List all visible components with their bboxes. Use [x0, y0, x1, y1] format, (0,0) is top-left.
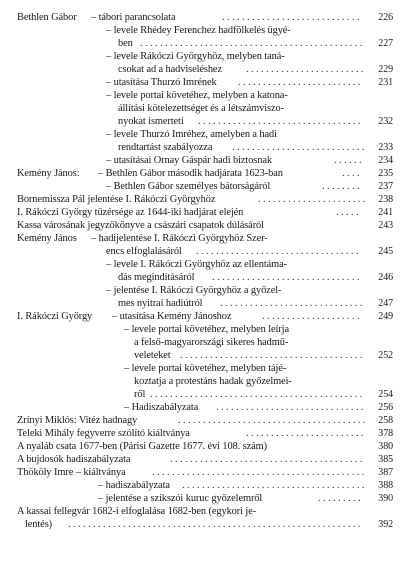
toc-entry: [0, 246, 401, 258]
author-name: Bethlen Gábor: [17, 12, 77, 23]
page-number: 235: [378, 168, 393, 179]
dot-leader: . . . .: [342, 168, 360, 179]
entry-title: – jelentése a szikszói kuruc győzelemről: [98, 493, 263, 504]
dot-leader: . . . . . . . . . . . . . . . . . . . . . . . . . . . . . . . . . . . . . .: [178, 415, 366, 426]
toc-entry: [0, 259, 401, 271]
author-name: Kemény János:: [17, 168, 80, 179]
entry-title: – levele Rákóczi Györgyhöz, melyben taná-: [106, 51, 285, 62]
entry-title: ben: [118, 38, 133, 49]
toc-entry: [0, 220, 401, 232]
toc-entry: [0, 285, 401, 297]
toc-entry: [0, 324, 401, 336]
toc-entry: [0, 493, 401, 505]
page-number: 254: [378, 389, 393, 400]
dot-leader: . . . . . . . . . . . . . . . . . . . . . . . . . . . . .: [220, 298, 363, 309]
toc-entry: [0, 467, 401, 479]
toc-entry: [0, 181, 401, 193]
page-number: 227: [378, 38, 393, 49]
page-number: 258: [378, 415, 393, 426]
entry-title: – tábori parancsolata: [91, 12, 176, 23]
author-name: I. Rákóczi György: [17, 311, 93, 322]
page-number: 388: [378, 480, 393, 491]
entry-title: csokat ad a hadviseléshez: [118, 64, 222, 75]
dot-leader: . . . . . . . . . . . . . . . . . . . . . . . . . . . . . . . . .: [198, 116, 361, 127]
page-number: 231: [378, 77, 393, 88]
dot-leader: . . . . . . . . . . . . . . . . . . . . . .: [258, 194, 366, 205]
entry-title: I. Rákóczi György tüzérsége az 1644-iki hadjárat elején: [17, 207, 244, 218]
page-number: 390: [378, 493, 393, 504]
entry-title: – Bethlen Gábor személyes bátorságáról: [106, 181, 271, 192]
toc-entry: [0, 103, 401, 115]
dot-leader: . . . . . . . . . . . . . . . . . . . . . . . . . . . . . .: [216, 402, 364, 413]
dot-leader: . . . . . . . . . . . . . . . . . . . . . . . . . . . .: [222, 12, 360, 23]
entry-title: – hadijelentése I. Rákóczi Györgyhöz Szer-: [91, 233, 268, 244]
page-number: 234: [378, 155, 393, 166]
page-number: 226: [378, 12, 393, 23]
dot-leader: . . . . . . . . . . . . . . . . . . . . . . . . . . . . . . . . . . . . .: [180, 350, 363, 361]
page-number: 252: [378, 350, 393, 361]
dot-leader: . . . . . .: [334, 155, 362, 166]
dot-leader: . . . . . . . .: [322, 181, 360, 192]
toc-entry: [0, 194, 401, 206]
entry-title: veleteket: [134, 350, 171, 361]
toc-entry: [0, 298, 401, 310]
dot-leader: . . . . . . . . . . . . . . . . . . . . . . . .: [246, 428, 364, 439]
dot-leader: . . . . . . . . . . . . . . . . . . . . . . . . . . . . . . . . . . . . . . . . . . . . .: [140, 38, 363, 49]
entry-title: – levele Thurzó Imréhez, amelyben a hadi: [106, 129, 277, 140]
entry-title: – Bethlen Gábor második hadjárata 1623-ban: [98, 168, 283, 179]
entry-title: – levele Rhédey Ferenchez hadfölkelés ügyé-: [106, 25, 291, 36]
entry-title: – hadiszabályzata: [98, 480, 170, 491]
toc-entry: [0, 389, 401, 401]
dot-leader: . . . . . . . . . . . . . . . . . . . .: [262, 311, 360, 322]
entry-title: állítási kötelezettséget és a létszámviszo-: [118, 103, 284, 114]
toc-entry: [0, 415, 401, 427]
toc-entry: [0, 51, 401, 63]
toc-entry: [0, 402, 401, 414]
toc-entry: [0, 454, 401, 466]
page-number: 380: [378, 441, 393, 452]
entry-title: Thököly Imre – kiáltványa: [17, 467, 126, 478]
page-number: 246: [378, 272, 393, 283]
entry-title: a felső-magyarországi sikeres hadmű-: [134, 337, 289, 348]
toc-entry: [0, 155, 401, 167]
page-number: 232: [378, 116, 393, 127]
toc-entry: [0, 350, 401, 362]
page-number: 247: [378, 298, 393, 309]
dot-leader: . . . . . . . . . . . . . . . . . . . . . . . . . . . . . . . . . . . . .: [182, 480, 365, 491]
entry-title: – levele portai követéhez, melyben leírja: [124, 324, 289, 335]
toc-entry: [0, 142, 401, 154]
toc-entry: [0, 311, 401, 323]
entry-title: – utasításai Ornay Gáspár hadi biztosnak: [106, 155, 272, 166]
toc-entry: [0, 64, 401, 76]
toc-entry: [0, 25, 401, 37]
toc-entry: [0, 12, 401, 24]
toc-entry: [0, 90, 401, 102]
entry-title: – levele I. Rákóczi Györgyhöz az ellentáma-: [106, 259, 288, 270]
toc-entry: [0, 376, 401, 388]
entry-title: Teleki Mihály fegyverre szólító kiáltványa: [17, 428, 190, 439]
dot-leader: . . . . . . . . . . . . . . . . . . . . . . . .: [246, 64, 364, 75]
page-number: 241: [378, 207, 393, 218]
page-number: 385: [378, 454, 393, 465]
entry-title: – levele portai követéhez, melyben a katona-: [106, 90, 288, 101]
toc-entry: [0, 480, 401, 492]
toc-entry: [0, 337, 401, 349]
entry-title: – Hadiszabályzata: [124, 402, 199, 413]
page-number: 256: [378, 402, 393, 413]
toc-entry: [0, 233, 401, 245]
entry-title: – levele portai követéhez, melyben tájé-: [124, 363, 287, 374]
dot-leader: . . . . . . . . . . . . . . . . . . . . . . . . .: [238, 77, 361, 88]
toc-entry: [0, 506, 401, 518]
dot-leader: . . . . . . . . . . . . . . . . . . . . . . . . . . . . . . . . . . . . . . . . . . .: [150, 389, 363, 400]
dot-leader: . . . . . . . . . . . . . . . . . . . . . . . . . . . . . .: [212, 272, 360, 283]
dot-leader: . . . . . . . . . . . . . . . . . . . . . . . . . . . . . . . . . . . . . . . . . . . . . . . . . . . . . . . . . . .: [68, 519, 361, 530]
page-number: 392: [378, 519, 393, 530]
toc-entry: [0, 428, 401, 440]
entry-title: rendtartást szabályozza: [118, 142, 213, 153]
dot-leader: . . . . . . . . . . . . . . . . . . . . . . . . . . . . . . . . . . . . . . .: [170, 454, 363, 465]
toc-entry: [0, 519, 401, 531]
entry-title: dás megindításáról: [118, 272, 195, 283]
toc-entry: [0, 168, 401, 180]
page-number: 378: [378, 428, 393, 439]
toc-entry: [0, 38, 401, 50]
toc-entry: [0, 129, 401, 141]
toc-entry: [0, 207, 401, 219]
entry-title: koztatja a protestáns hadak győzelmei-: [134, 376, 292, 387]
entry-title: lentés): [25, 519, 52, 530]
page-number: 229: [378, 64, 393, 75]
entry-title: – utasítása Thurzó Imrének: [106, 77, 217, 88]
entry-title: nyokat ismerteti: [118, 116, 184, 127]
entry-title: – jelentése I. Rákóczi Györgyhöz a győzel-: [106, 285, 282, 296]
entry-title: ről: [134, 389, 146, 400]
page-number: 233: [378, 142, 393, 153]
entry-title: A kassai fellegvár 1682-i elfoglalása 1682-ben (egykori je-: [17, 506, 257, 517]
entry-title: Kassa városának jegyzőkönyve a császári csapatok dúlásáról: [17, 220, 264, 231]
entry-title: encs elfoglalásáról: [106, 246, 182, 257]
dot-leader: . . . . .: [336, 207, 359, 218]
dot-leader: . . . . . . . . . . . . . . . . . . . . . . . . . . .: [232, 142, 365, 153]
dot-leader: . . . . . . . . . . . . . . . . . . . . . . . . . . . . . . . . .: [196, 246, 359, 257]
toc-entry: [0, 363, 401, 375]
entry-title: – utasítása Kemény Jánoshoz: [112, 311, 232, 322]
author-name: Kemény János: [17, 233, 77, 244]
entry-title: Bornemissza Pál jelentése I. Rákóczi Györgyhöz: [17, 194, 216, 205]
toc-entry: [0, 116, 401, 128]
entry-title: Zrínyi Miklós: Vitéz hadnagy: [17, 415, 138, 426]
page-number: 249: [378, 311, 393, 322]
page-number: 237: [378, 181, 393, 192]
entry-title: A nyaláb csata 1677-ben (Párisi Gazette 1677. évi 108. szám): [17, 441, 267, 452]
page-number: 243: [378, 220, 393, 231]
page-number: 238: [378, 194, 393, 205]
dot-leader: . . . . . . . . . . . . . . . . . . . . . . . . . . . . . . . . . . . . . . . . . . .: [152, 467, 365, 478]
entry-title: A bujdosók hadiszabályzata: [17, 454, 131, 465]
page-number: 245: [378, 246, 393, 257]
toc-entry: [0, 77, 401, 89]
toc-entry: [0, 441, 401, 453]
toc-entry: [0, 272, 401, 284]
page-number: 387: [378, 467, 393, 478]
entry-title: mes nyitrai hadiútról: [118, 298, 203, 309]
dot-leader: . . . . . . . . .: [318, 493, 361, 504]
